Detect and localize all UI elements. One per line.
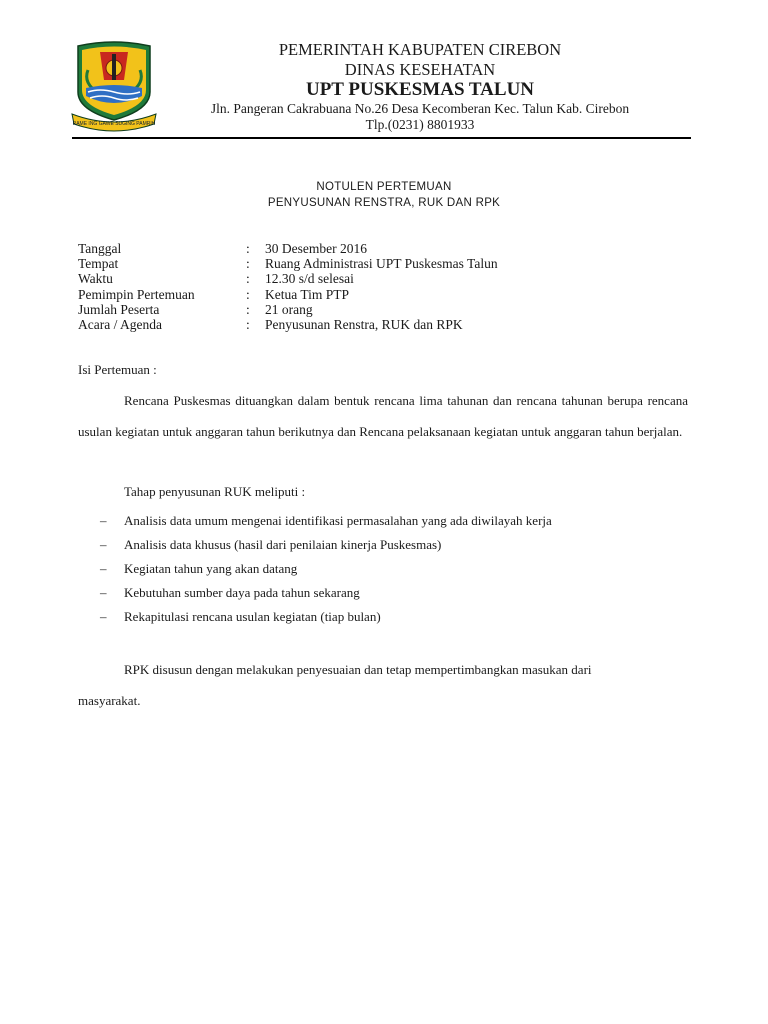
paragraph-plan-description: Rencana Puskesmas dituangkan dalam bentuk rencana lima tahunan dan rencana tahunan berupa rencana usulan kegiatan untuk anggaran tahun berikutnya dan Rencana pelaksanaan kegiatan untuk anggaran tahun berjalan.: [78, 393, 688, 439]
list-item-text: Kebutuhan sumber daya pada tahun sekarang: [124, 585, 360, 600]
document-subtitle: PENYUSUNAN RENSTRA, RUK DAN RPK: [267, 197, 501, 209]
info-colon: :: [246, 301, 250, 317]
list-item: [100, 585, 552, 609]
office-address: Jln. Pangeran Cakrabuana No.26 Desa Kecomberan Kec. Talun Kab. Cirebon: [210, 101, 630, 116]
info-colon: :: [246, 271, 250, 287]
info-value-time: 12.30 s/d selesai: [265, 271, 354, 287]
dash-bullet: –: [100, 513, 107, 528]
list-item-text: Analisis data umum mengenai identifikasi permasalahan yang ada diwilayah kerja: [124, 513, 552, 528]
government-name: PEMERINTAH KABUPATEN CIREBON: [278, 40, 562, 59]
info-colon: :: [246, 241, 250, 256]
info-colon: :: [246, 316, 250, 332]
dash-bullet: –: [100, 609, 107, 624]
info-value-place: Ruang Administrasi UPT Puskesmas Talun: [265, 256, 498, 272]
office-phone: Tlp.(0231) 8801933: [365, 117, 475, 132]
info-label: Waktu: [78, 271, 113, 287]
list-item: [100, 609, 552, 633]
info-label: Tanggal: [78, 241, 122, 256]
regency-coat-of-arms-logo: [70, 40, 158, 132]
list-item: [100, 561, 552, 585]
info-label: Tempat: [78, 256, 119, 272]
info-colon: :: [246, 286, 250, 302]
info-label: Pemimpin Pertemuan: [78, 286, 195, 302]
info-colon: :: [246, 256, 250, 272]
contents-heading: Isi Pertemuan :: [78, 362, 157, 377]
list-item-text: Analisis data khusus (hasil dari penilaian kinerja Puskesmas): [124, 537, 442, 552]
info-value-date: 30 Desember 2016: [265, 241, 367, 256]
department-name: DINAS KESEHATAN: [344, 60, 496, 79]
dash-bullet: –: [100, 537, 107, 552]
info-label: Acara / Agenda: [78, 316, 162, 332]
list-item-text: Rekapitulasi rencana usulan kegiatan (tiap bulan): [124, 609, 381, 624]
info-value-agenda: Penyusunan Renstra, RUK dan RPK: [265, 316, 463, 332]
paragraph-rpk-line2: masyarakat.: [78, 693, 141, 708]
list-item: [100, 537, 552, 561]
meeting-info-values: [265, 241, 498, 332]
letterhead-divider: [72, 137, 691, 139]
office-name: UPT PUSKESMAS TALUN: [305, 79, 535, 100]
ruk-stages-list: [100, 513, 552, 633]
ruk-stages-intro: Tahap penyusunan RUK meliputi :: [124, 484, 306, 499]
paragraph-rpk-line1: RPK disusun dengan melakukan penyesuaian dan tetap mempertimbangkan masukan dari: [124, 662, 592, 677]
list-item: [100, 513, 552, 537]
logo-motto-text: RAME ING GAWE SUGING PAMRIH: [72, 121, 156, 127]
info-label: Jumlah Peserta: [78, 301, 160, 317]
list-item-text: Kegiatan tahun yang akan datang: [124, 561, 298, 576]
meeting-info-colons: [246, 241, 250, 332]
document-title: NOTULEN PERTEMUAN: [316, 181, 452, 193]
dash-bullet: –: [100, 561, 107, 576]
dash-bullet: –: [100, 585, 107, 600]
paragraph-rpk-description: [78, 654, 688, 716]
info-value-leader: Ketua Tim PTP: [265, 286, 350, 302]
meeting-info-labels: [78, 241, 195, 332]
info-value-participants: 21 orang: [265, 301, 313, 317]
